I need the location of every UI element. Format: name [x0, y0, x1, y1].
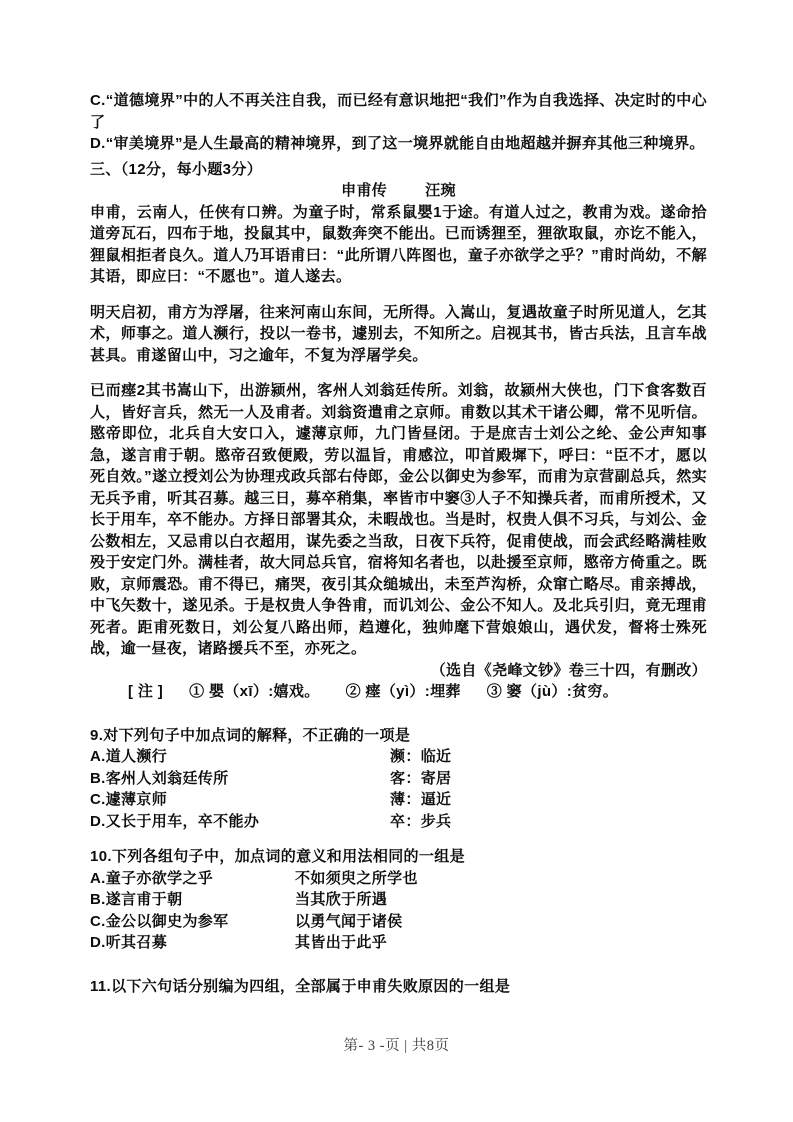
option-sentence: 遽薄京师: [105, 791, 168, 808]
prior-option-c-label: C.: [90, 92, 106, 109]
option-label: C.: [90, 912, 106, 930]
option-sentence: 童子亦欲学之乎: [105, 869, 214, 887]
page-content: [90, 90, 707, 997]
option-left: [90, 868, 295, 890]
note-item-1: ① 嬰（xī）:嬉戏。: [189, 683, 320, 700]
option-sentence: 遂言甫于朝: [105, 891, 183, 908]
prior-option-c-text: “道德境界”中的人不再关注自我，而已经有意识地把“我们”作为自我选择、决定时的中心了: [90, 92, 707, 131]
option-left: [90, 932, 295, 954]
question-9-stem-text: 对下列句子中加点词的解释，不正确的一项是: [103, 726, 411, 744]
option-pair: 当其欣于所遇: [295, 891, 388, 908]
passage-title: 申甫传: [341, 182, 388, 199]
prior-option-d-text: “审美境界”是人生最高的精神境界，到了这一境界就能自由地超越并摒弃其他三种境界。: [105, 135, 705, 152]
question-11: [90, 976, 707, 998]
option-sentence: 听其召募: [105, 934, 168, 951]
question-10-option-c: [90, 911, 707, 933]
option-left: [90, 789, 390, 811]
option-label: D.: [90, 812, 106, 830]
passage-source: （选自《尧峰文钞》卷三十四，有删改）: [430, 661, 707, 679]
question-9-option-b: [90, 768, 707, 790]
question-10-option-a: [90, 868, 707, 890]
option-gloss: 卒：步兵: [390, 812, 452, 830]
option-left: [90, 768, 390, 790]
question-10-number: 10.: [90, 848, 112, 865]
question-9-option-d: [90, 811, 707, 833]
passage-notes: [90, 681, 707, 703]
option-label: D.: [90, 934, 106, 951]
option-gloss: 客：寄居: [390, 769, 452, 787]
option-sentence: 道人濒行: [105, 748, 168, 765]
option-left: [90, 911, 295, 933]
question-9-stem: [90, 725, 707, 747]
option-pair: 不如须臾之所学也: [295, 869, 418, 887]
option-label: C.: [90, 791, 106, 808]
page-footer: 第- 3 -页 | 共8页: [343, 1038, 450, 1054]
passage-paragraph-3: 已而瘗2其书嵩山下，出游颍州，客州人刘翁廷传所。刘翁，故颍州大侠也，门下食客数百人，皆好言兵，然无一人及甫者。刘翁资遣甫之京师。甫数以其术干诸公卿，常不见听信。愍帝即位，北兵自大安口入，遽薄京师，九门皆昼闭。于是庶吉士刘公之纶、金公声知事急，遂言甫于朝。愍帝召致便殿，劳以温旨，甫感泣，叩首殿墀下，呼曰：“臣不才，愿以死自效。”遂立授刘公为协理戎政兵部右侍郎，金公以御史为参军，而甫为京营副总兵，然实无兵予甫，听其召募。越三日，募卒稍集，率皆市中窭③人子不知操兵者，而甫所授术，又长于用车，卒不能办。方择日部署其众，未暇战也。当是时，权贵人俱不习兵，与刘公、金公数相左，又忌甫以白衣超用，谋先委之当敌，日夜下兵符，促甫使战，而会武经略满桂败殁于安定门外。满桂者，故大同总兵官，宿将知名者也，以赴援至京师，愍帝方倚重之。既败，京师震恐。甫不得已，痛哭，夜引其众缒城出，未至芦沟桥，众窜亡略尽。甫亲搏战，中飞矢数十，遂见杀。于是权贵人争咎甫，而讥刘公、金公不知人。及北兵引归，竟无理甫死者。距甫死数日，刘公复八路出师，趋遵化，独帅麾下营娘娘山，遇伏发，督将士殊死战，逾一昼夜，诸路援兵不至，亦死之。: [90, 382, 707, 657]
question-10-option-d: [90, 932, 707, 954]
question-9: [90, 725, 707, 833]
option-label: B.: [90, 891, 106, 908]
option-sentence: 客州人刘翁廷传所: [105, 769, 229, 787]
option-label: A.: [90, 748, 106, 765]
option-left: [90, 811, 390, 833]
prior-option-d: [90, 133, 707, 155]
question-10-stem-text: 下列各组句子中，加点词的意义和用法相同的一组是: [111, 848, 465, 865]
passage-paragraph-2: 明天启初，甫方为浮屠，往来河南山东间，无所得。入嵩山，复遇故童子时所见道人，乞其术，师事之。道人濒行，投以一卷书，遽别去，不知所之。启视其书，皆古兵法，且言车战甚具。甫遂留山中，习之逾年，不复为浮屠学矣。: [90, 303, 707, 364]
passage-author: 汪琬: [425, 182, 456, 199]
question-9-number: 9.: [90, 726, 104, 744]
question-10-stem: [90, 846, 707, 868]
note-item-2: ② 瘗（yì）:埋葬: [345, 683, 461, 700]
option-label: A.: [90, 869, 106, 887]
note-item-3: ③ 窭（jù）:贫穷。: [486, 683, 619, 700]
prior-option-d-label: D.: [90, 135, 106, 152]
option-pair: 以勇气闻于诸侯: [295, 912, 403, 930]
prior-option-c: [90, 90, 707, 133]
passage-paragraph-1: 申甫，云南人，任侠有口辨。为童子时，常系鼠嬰1于途。有道人过之，教甫为戏。遂命拾道旁瓦石，四布于地，投鼠其中，鼠数奔突不能出。已而诱狸至，狸欲取鼠，亦讫不能入，狸鼠相拒者良久。道人乃耳语甫曰：“此所谓八阵图也，童子亦欲学之乎？”甫时尚幼，不解其语，即应曰：“不愿也”。道人遂去。: [90, 203, 707, 285]
option-left: [90, 746, 390, 768]
passage-title-line: [90, 180, 707, 202]
option-label: B.: [90, 769, 106, 787]
section-heading: 三、（12分，每小题3分）: [90, 160, 263, 178]
question-10: [90, 846, 707, 954]
option-sentence: 金公以御史为参军: [105, 912, 229, 930]
question-10-option-b: [90, 889, 707, 911]
question-9-option-c: [90, 789, 707, 811]
option-sentence: 又长于用车，卒不能办: [105, 812, 260, 830]
option-left: [90, 889, 295, 911]
notes-label: [ 注 ]: [128, 683, 164, 700]
question-11-stem-text: 以下六句话分别编为四组，全部属于申甫失败原因的一组是: [111, 977, 511, 995]
option-gloss: 薄：逼近: [390, 791, 452, 808]
option-pair: 其皆出于此乎: [295, 934, 388, 951]
question-11-number: 11.: [90, 977, 112, 995]
option-gloss: 濒：临近: [390, 748, 452, 765]
question-11-stem: [90, 976, 707, 998]
question-9-option-a: [90, 746, 707, 768]
